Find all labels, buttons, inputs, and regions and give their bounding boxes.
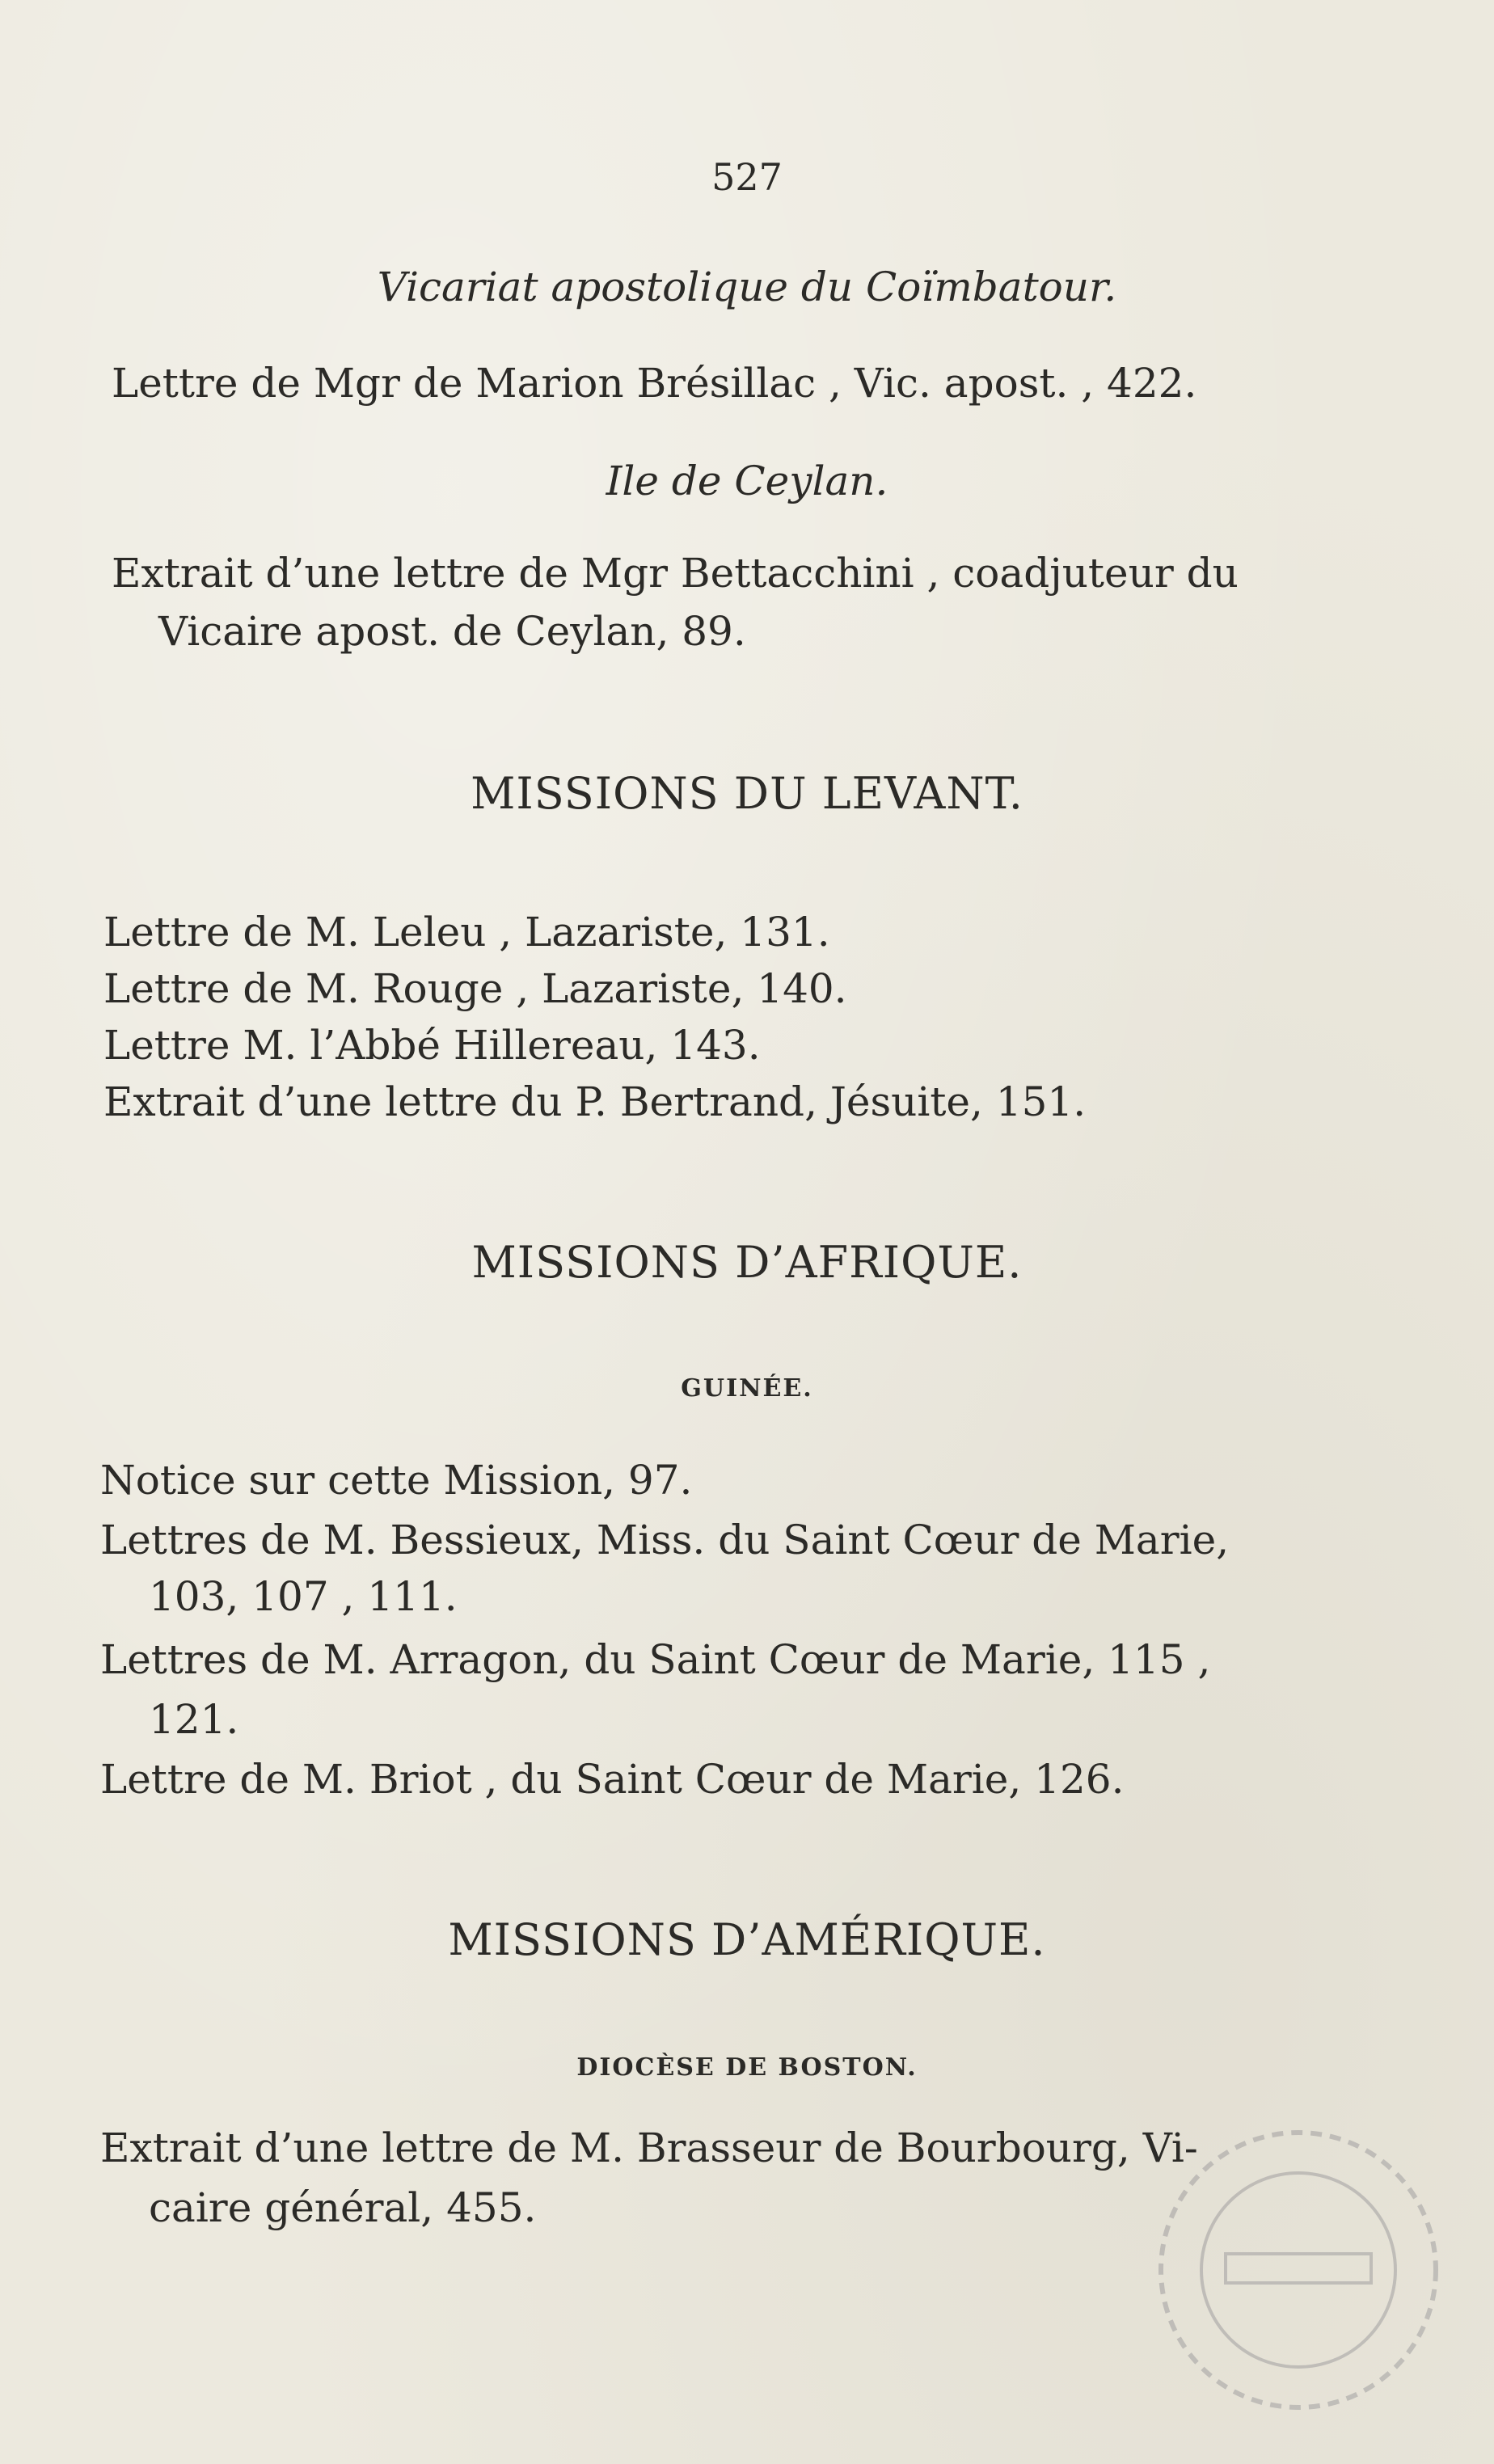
entry-line-continuation: 121. xyxy=(149,1696,239,1743)
entry-line-continuation: 103, 107 , 111. xyxy=(149,1573,458,1620)
section-title-coimbatour: Vicariat apostolique du Coïmbatour. xyxy=(377,264,1117,310)
entry-line: Extrait d’une lettre du P. Bertrand, Jésuite, 151. xyxy=(103,1078,1087,1125)
section-title-levant: MISSIONS DU LEVANT. xyxy=(471,768,1023,819)
subsection-title-guinee: GUINÉE. xyxy=(681,1374,813,1403)
entry-line: Notice sur cette Mission, 97. xyxy=(100,1457,693,1504)
entry-line: Lettres de M. Bessieux, Miss. du Saint Cœur de Marie, xyxy=(100,1517,1230,1563)
entry-line: Lettres de M. Arragon, du Saint Cœur de Marie, 115 , xyxy=(100,1636,1211,1683)
section-title-afrique: MISSIONS D’AFRIQUE. xyxy=(471,1237,1023,1288)
page-number: 527 xyxy=(711,155,783,199)
entry-line: Lettre de Mgr de Marion Brésillac , Vic. apost. , 422. xyxy=(112,360,1197,407)
library-stamp-icon xyxy=(1096,2108,1452,2415)
entry-line: Lettre de M. Rouge , Lazariste, 140. xyxy=(103,965,847,1012)
entry-line: Lettre M. l’Abbé Hillereau, 143. xyxy=(103,1022,761,1069)
subsection-title-boston: DIOCÈSE DE BOSTON. xyxy=(576,2053,918,2082)
entry-line: Lettre de M. Leleu , Lazariste, 131. xyxy=(103,909,830,956)
entry-line: Extrait d’une lettre de Mgr Bettacchini , coadjuteur du xyxy=(112,550,1239,597)
entry-line-continuation: Vicaire apost. de Ceylan, 89. xyxy=(158,608,746,655)
entry-line-continuation: caire général, 455. xyxy=(149,2184,537,2231)
entry-line: Lettre de M. Briot , du Saint Cœur de Marie, 126. xyxy=(100,1756,1125,1803)
entry-line: Extrait d’une lettre de M. Brasseur de Bourbourg, Vi- xyxy=(100,2124,1198,2171)
section-title-ceylan: Ile de Ceylan. xyxy=(606,458,888,504)
section-title-amerique: MISSIONS D’AMÉRIQUE. xyxy=(448,1914,1046,1965)
